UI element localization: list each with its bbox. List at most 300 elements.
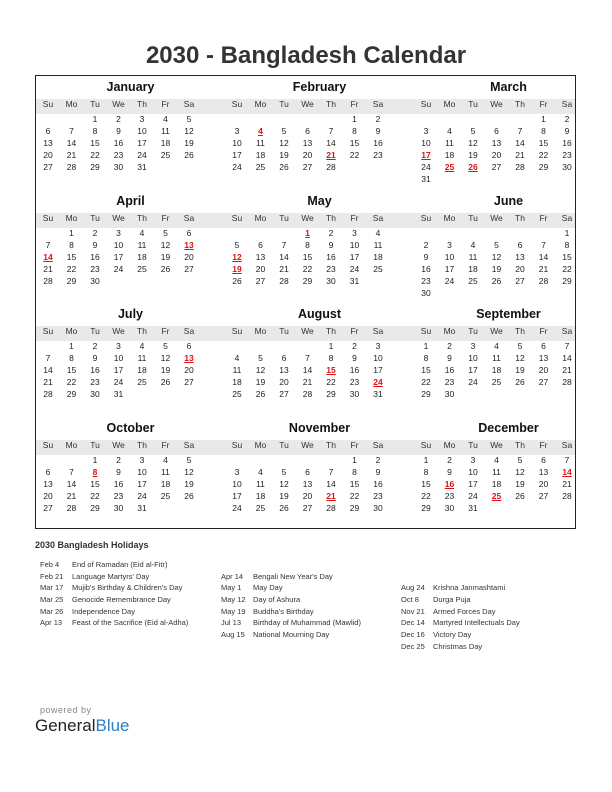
weekday-label: Mo [443, 212, 456, 223]
weekday-label: Tu [468, 99, 478, 109]
holiday-name: Armed Forces Day [433, 606, 496, 616]
calendar-day: 2 [92, 341, 98, 351]
calendar-day: 26 [515, 490, 525, 501]
calendar-day: 20 [538, 365, 549, 375]
calendar-day: 22 [90, 490, 100, 501]
calendar-day: 6 [186, 227, 192, 238]
month-title: June [493, 193, 524, 208]
calendar-day: 13 [43, 138, 53, 148]
holiday-item [221, 595, 361, 607]
logo-blue: Blue [95, 716, 130, 735]
month-december [414, 413, 603, 523]
calendar-day: 3 [234, 126, 240, 136]
calendar-day: 29 [302, 275, 313, 286]
calendar-day: 6 [541, 454, 546, 465]
calendar-day: 18 [160, 478, 171, 489]
calendar-day: 24 [349, 263, 360, 274]
calendar-day: 7 [564, 454, 570, 465]
calendar-day: 22 [421, 377, 431, 387]
calendar-day: 7 [564, 341, 570, 351]
calendar-day: 18 [444, 150, 455, 160]
calendar-day: 4 [494, 341, 499, 351]
calendar-day: 3 [470, 454, 476, 465]
month-september [414, 299, 603, 409]
holiday-name: Independence Day [72, 606, 135, 616]
calendar-day: 15 [562, 251, 572, 262]
calendar-day: 12 [279, 138, 289, 148]
holiday-item [401, 583, 520, 595]
weekday-label: Th [515, 99, 525, 109]
calendar-day: 15 [66, 365, 77, 375]
calendar-day: 8 [352, 466, 357, 477]
holiday-name: Martyred Intellectuals Day [433, 618, 520, 628]
calendar-day: 28 [66, 502, 77, 513]
calendar-day: 17 [468, 478, 478, 489]
weekday-label: Tu [90, 212, 100, 223]
holiday-name: May Day [253, 583, 283, 593]
calendar-day: 27 [515, 275, 525, 286]
calendar-day: 28 [515, 162, 525, 172]
calendar-day: 6 [45, 466, 51, 477]
holiday-date-label: Dec 16 [401, 630, 425, 640]
calendar-day: 29 [562, 275, 572, 286]
calendar-day: 30 [113, 502, 124, 513]
weekday-label: Sa [561, 439, 573, 450]
holiday-name: Krishna Janmashtami [433, 583, 506, 593]
weekday-label: Mo [443, 439, 456, 450]
holiday-item [40, 618, 188, 630]
calendar-day: 11 [492, 466, 501, 477]
calendar-day: 10 [232, 478, 242, 489]
calendar-day: 31 [468, 502, 478, 513]
month-title: November [288, 420, 351, 435]
weekday-label: Mo [65, 326, 78, 336]
calendar-day: 21 [43, 263, 53, 274]
calendar-day: 29 [90, 162, 100, 172]
calendar-day: 16 [373, 138, 383, 148]
calendar-day: 28 [302, 389, 313, 399]
calendar-day: 2 [447, 454, 452, 465]
weekday-label: Su [42, 99, 54, 109]
calendar-grid [35, 75, 576, 529]
calendar-day: 12 [515, 466, 525, 477]
weekday-label: Su [231, 439, 243, 450]
calendar-day: 2 [352, 341, 357, 351]
calendar-day: 9 [92, 239, 98, 250]
calendar-day: 20 [515, 263, 525, 274]
calendar-day: 26 [515, 377, 525, 387]
calendar-day: 11 [137, 353, 147, 363]
weekday-label: Fr [350, 439, 359, 450]
weekday-label: Tu [279, 439, 289, 450]
weekday-label: Su [42, 439, 54, 450]
calendar-day: 18 [232, 377, 242, 387]
calendar-day: 23 [326, 263, 336, 274]
calendar-day: 8 [328, 353, 334, 363]
calendar-day: 13 [255, 251, 266, 262]
calendar-day: 15 [538, 138, 549, 148]
holiday-name: Language Martyrs' Day [72, 571, 150, 581]
calendar-day: 5 [186, 114, 192, 124]
calendar-day: 2 [92, 227, 98, 238]
calendar-day: 26 [160, 377, 171, 387]
month-october [36, 413, 225, 523]
weekday-label: Tu [90, 439, 100, 450]
weekday-label: Sa [561, 212, 573, 223]
holiday-date-label: Nov 21 [401, 606, 425, 616]
calendar-day: 16 [444, 365, 455, 375]
calendar-day: 14 [279, 251, 289, 262]
calendar-day: 1 [352, 454, 357, 465]
calendar-day: 10 [137, 126, 147, 136]
calendar-day: 4 [163, 454, 168, 465]
calendar-day: 11 [256, 138, 265, 148]
weekday-label: Sa [183, 326, 195, 336]
weekday-label: Mo [65, 212, 78, 223]
holiday-item [221, 618, 361, 630]
calendar-day: 22 [66, 377, 77, 387]
calendar-day: 31 [137, 162, 147, 172]
calendar-day: 12 [279, 478, 289, 489]
calendar-day: 30 [444, 389, 455, 399]
calendar-day: 30 [373, 502, 383, 513]
calendar-day: 25 [255, 162, 266, 172]
holiday-date: 13 [184, 353, 194, 363]
calendar-day: 20 [302, 490, 313, 501]
calendar-day: 17 [468, 365, 478, 375]
weekday-label: We [112, 212, 125, 223]
holiday-item [401, 642, 520, 654]
calendar-day: 22 [538, 150, 549, 160]
calendar-day: 5 [517, 341, 523, 351]
calendar-day: 13 [515, 251, 525, 262]
calendar-day: 16 [90, 251, 100, 262]
weekday-label: Th [326, 99, 336, 109]
weekday-label: Th [515, 212, 525, 223]
holiday-date-label: Aug 15 [221, 630, 245, 640]
calendar-day: 1 [328, 341, 334, 351]
weekday-label: We [490, 326, 503, 336]
weekday-label: Mo [443, 326, 456, 336]
calendar-day: 16 [421, 263, 431, 274]
calendar-day: 6 [281, 353, 287, 363]
calendar-day: 10 [444, 251, 455, 262]
month-february [225, 72, 414, 182]
calendar-day: 1 [423, 454, 429, 465]
calendar-day: 20 [43, 490, 53, 501]
holiday-date-label: May 19 [221, 606, 246, 616]
weekday-label: Mo [65, 439, 78, 450]
holiday-date: 19 [232, 263, 242, 274]
calendar-day: 29 [349, 502, 360, 513]
calendar-day: 22 [326, 377, 336, 387]
calendar-day: 28 [562, 490, 572, 501]
calendar-day: 6 [541, 341, 546, 351]
calendar-day: 19 [515, 365, 525, 375]
calendar-day: 26 [279, 502, 289, 513]
calendar-day: 6 [494, 126, 499, 136]
calendar-day: 15 [90, 138, 100, 148]
weekday-label: Mo [443, 99, 456, 109]
calendar-day: 5 [258, 353, 263, 363]
calendar-day: 25 [232, 389, 242, 399]
weekday-label: Th [515, 439, 525, 450]
calendar-day: 18 [137, 365, 147, 375]
calendar-day: 19 [279, 490, 289, 501]
calendar-day: 31 [137, 502, 147, 513]
calendar-day: 17 [137, 478, 147, 489]
calendar-day: 24 [113, 377, 124, 387]
calendar-day: 11 [256, 478, 265, 489]
calendar-day: 24 [113, 263, 124, 274]
month-april [36, 186, 225, 296]
calendar-day: 13 [279, 365, 289, 375]
month-title: April [116, 193, 145, 208]
calendar-day: 5 [470, 126, 476, 136]
weekday-label: Mo [254, 439, 267, 450]
calendar-day: 7 [69, 466, 74, 477]
weekday-label: Tu [279, 326, 289, 336]
calendar-day: 28 [279, 275, 289, 286]
calendar-day: 30 [349, 389, 360, 399]
calendar-day: 30 [90, 275, 100, 286]
weekday-label: We [112, 439, 125, 450]
calendar-day: 8 [564, 239, 570, 250]
weekday-label: We [301, 439, 314, 450]
calendar-day: 1 [564, 227, 570, 238]
calendar-day: 29 [421, 389, 431, 399]
calendar-day: 22 [66, 263, 77, 274]
calendar-day: 7 [45, 353, 51, 363]
calendar-day: 19 [160, 365, 171, 375]
calendar-day: 31 [113, 389, 124, 399]
calendar-day: 11 [492, 353, 501, 363]
calendar-day: 27 [184, 377, 194, 387]
calendar-day: 24 [421, 162, 431, 172]
holiday-date-label: Mar 17 [40, 583, 64, 593]
calendar-day: 17 [113, 365, 124, 375]
calendar-day: 17 [349, 251, 360, 262]
calendar-day: 4 [139, 227, 145, 238]
calendar-day: 6 [45, 126, 51, 136]
calendar-day: 8 [541, 126, 546, 136]
weekday-label: Tu [279, 99, 289, 109]
holiday-date-label: Aug 24 [401, 583, 425, 593]
calendar-day: 28 [326, 502, 336, 513]
calendar-day: 31 [373, 389, 383, 399]
weekday-label: Mo [254, 99, 267, 109]
calendar-day: 5 [234, 239, 240, 250]
calendar-day: 22 [90, 150, 100, 160]
weekday-label: Sa [183, 99, 195, 109]
page-title: 2030 - Bangladesh Calendar [145, 42, 467, 69]
calendar-day: 9 [564, 126, 570, 136]
calendar-day: 8 [423, 466, 429, 477]
calendar-day: 10 [349, 239, 360, 250]
calendar-day: 5 [281, 466, 287, 477]
calendar-day: 23 [444, 490, 455, 501]
calendar-day: 29 [90, 502, 100, 513]
calendar-day: 10 [468, 353, 478, 363]
calendar-day: 28 [326, 162, 336, 172]
holiday-date-label: Apr 14 [221, 571, 244, 581]
holidays-title: 2030 Bangladesh Holidays [35, 540, 149, 550]
weekday-label: We [301, 212, 314, 223]
calendar-day: 26 [279, 162, 289, 172]
calendar-day: 9 [328, 239, 334, 250]
calendar-day: 20 [255, 263, 266, 274]
calendar-day: 25 [255, 502, 266, 513]
calendar-day: 30 [421, 287, 431, 298]
calendar-day: 23 [113, 490, 124, 501]
calendar-day: 22 [421, 490, 431, 501]
calendar-day: 3 [234, 466, 240, 477]
calendar-day: 5 [517, 454, 523, 465]
holiday-item [221, 583, 361, 595]
calendar-day: 16 [113, 138, 124, 148]
weekday-label: We [490, 212, 503, 223]
calendar-day: 2 [116, 114, 121, 124]
calendar-day: 29 [66, 389, 77, 399]
weekday-label: Sa [561, 326, 573, 336]
weekday-label: Th [137, 326, 147, 336]
calendar-day: 24 [137, 150, 147, 160]
calendar-day: 4 [258, 466, 263, 477]
weekday-label: Fr [350, 99, 359, 109]
holiday-list-column [40, 560, 188, 630]
calendar-day: 23 [444, 377, 455, 387]
holiday-date: 17 [421, 150, 431, 160]
calendar-day: 13 [43, 478, 53, 489]
calendar-day: 8 [69, 353, 74, 363]
calendar-day: 23 [421, 275, 431, 286]
calendar-day: 10 [113, 353, 124, 363]
month-title: December [478, 420, 539, 435]
weekday-label: Su [420, 212, 432, 223]
calendar-day: 19 [255, 377, 266, 387]
calendar-day: 14 [562, 353, 572, 363]
holiday-list-column [221, 572, 361, 642]
calendar-day: 17 [232, 490, 242, 501]
calendar-day: 2 [423, 239, 429, 250]
weekday-label: Th [326, 326, 336, 336]
weekday-label: Sa [372, 212, 384, 223]
month-november [225, 413, 414, 523]
calendar-day: 11 [161, 466, 170, 477]
calendar-day: 7 [45, 239, 51, 250]
calendar-day: 13 [538, 466, 549, 477]
calendar-day: 9 [352, 353, 357, 363]
calendar-day: 5 [186, 454, 192, 465]
holiday-date: 24 [373, 377, 383, 387]
calendar-day: 26 [184, 150, 194, 160]
calendar-day: 26 [255, 389, 266, 399]
month-title: August [297, 307, 342, 321]
weekday-label: Fr [539, 326, 548, 336]
calendar-day: 15 [66, 251, 77, 262]
calendar-day: 26 [232, 275, 242, 286]
generalblue-logo[interactable] [35, 716, 130, 736]
calendar-day: 4 [139, 341, 145, 351]
calendar-day: 2 [116, 454, 121, 465]
calendar-day: 18 [491, 365, 502, 375]
calendar-day: 12 [160, 353, 171, 363]
calendar-day: 7 [541, 239, 546, 250]
weekday-label: We [301, 99, 314, 109]
calendar-day: 13 [302, 138, 313, 148]
calendar-day: 14 [538, 251, 549, 262]
weekday-label: Fr [161, 212, 170, 223]
calendar-day: 9 [447, 353, 452, 363]
weekday-label: Mo [254, 326, 267, 336]
calendar-day: 13 [302, 478, 313, 489]
holiday-name: Mujib's Birthday & Children's Day [72, 583, 183, 593]
weekday-label: Su [231, 326, 243, 336]
weekday-label: We [490, 439, 503, 450]
calendar-day: 14 [326, 138, 336, 148]
calendar-day: 24 [137, 490, 147, 501]
calendar-day: 9 [92, 353, 98, 363]
calendar-day: 6 [305, 466, 310, 477]
calendar-day: 19 [279, 150, 289, 160]
calendar-day: 9 [423, 251, 429, 262]
calendar-day: 12 [184, 466, 194, 477]
calendar-day: 30 [562, 162, 572, 172]
holiday-item [401, 595, 520, 607]
calendar-day: 16 [349, 365, 360, 375]
holiday-date: 21 [326, 150, 336, 160]
holiday-name: Day of Ashura [253, 595, 301, 605]
calendar-day: 3 [423, 126, 429, 136]
calendar-day: 31 [421, 174, 431, 184]
calendar-day: 12 [160, 239, 171, 250]
calendar-day: 30 [90, 389, 100, 399]
calendar-day: 10 [137, 466, 147, 477]
calendar-day: 26 [491, 275, 502, 286]
calendar-day: 8 [352, 126, 357, 136]
calendar-day: 9 [375, 126, 381, 136]
weekday-label: We [112, 99, 125, 109]
calendar-day: 1 [423, 341, 429, 351]
calendar-day: 17 [137, 138, 147, 148]
calendar-day: 28 [43, 389, 53, 399]
holiday-item [221, 572, 361, 584]
calendar-day: 5 [281, 126, 287, 136]
calendar-day: 15 [90, 478, 100, 489]
calendar-day: 4 [470, 239, 476, 250]
holiday-name: National Mourning Day [253, 630, 330, 640]
weekday-label: Tu [468, 326, 478, 336]
calendar-day: 2 [375, 454, 381, 465]
calendar-day: 1 [69, 341, 74, 351]
holiday-date: 13 [184, 239, 194, 250]
weekday-label: Th [515, 326, 525, 336]
calendar-day: 14 [326, 478, 336, 489]
calendar-day: 14 [66, 478, 77, 489]
calendar-day: 24 [232, 162, 242, 172]
calendar-day: 9 [447, 466, 452, 477]
month-title: July [117, 307, 143, 321]
calendar-day: 14 [302, 365, 313, 375]
calendar-day: 1 [352, 114, 357, 124]
calendar-day: 20 [538, 478, 549, 489]
calendar-day: 27 [43, 162, 53, 172]
calendar-day: 4 [163, 114, 168, 124]
calendar-day: 3 [116, 227, 121, 238]
calendar-day: 27 [538, 490, 549, 501]
calendar-day: 28 [538, 275, 549, 286]
calendar-day: 4 [234, 353, 240, 363]
